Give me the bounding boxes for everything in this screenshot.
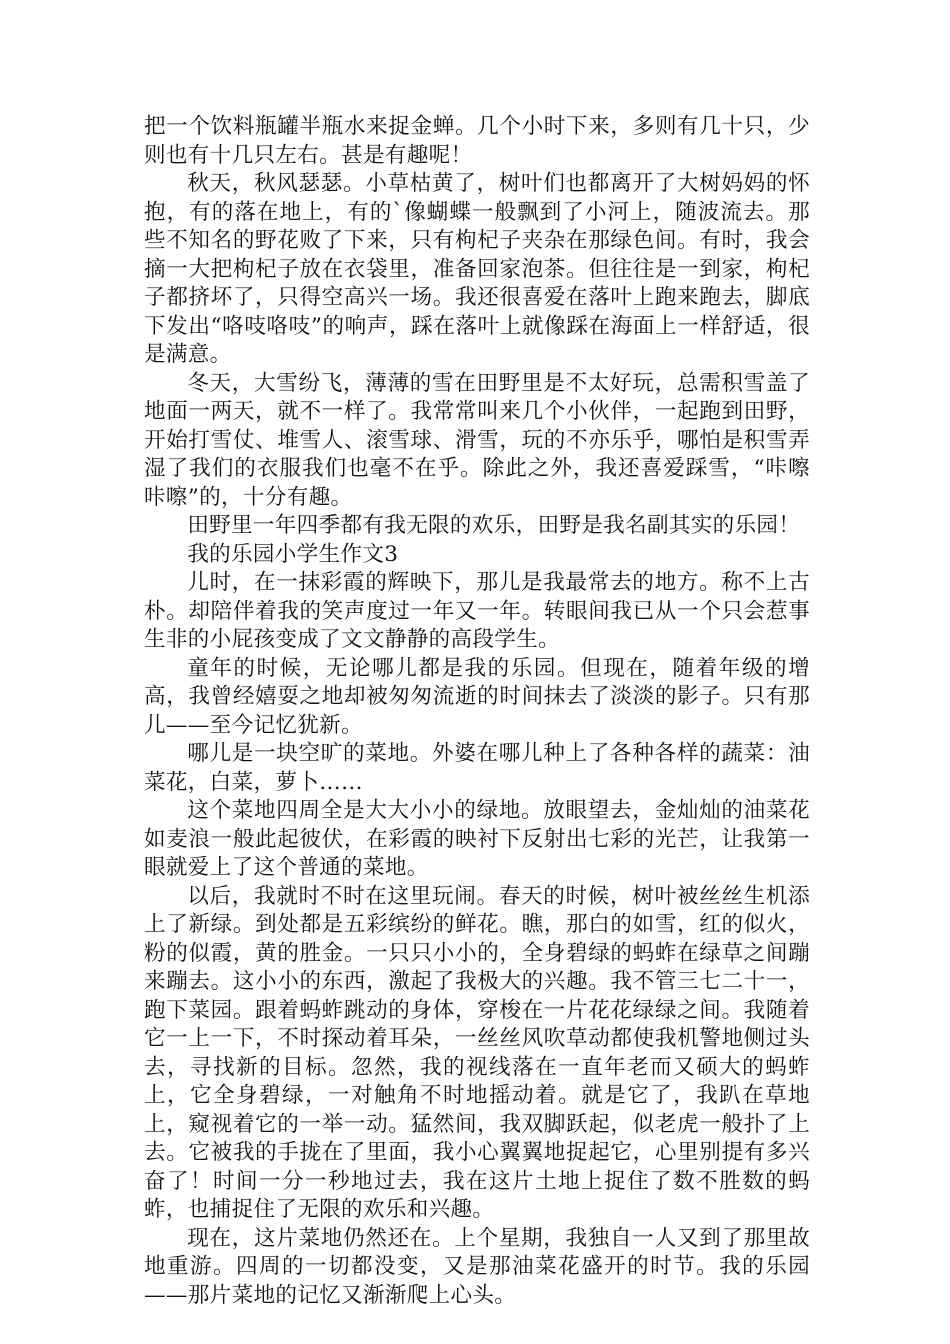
paragraph-winter: 冬天，大雪纷飞，薄薄的雪在田野里是不太好玩，总需积雪盖了地面一两天，就不一样了。我常常叫来几个小伙伴，一起跑到田野，开始打雪仗、堆雪人、滚雪球、滑雪，玩的不亦乐乎，哪怕是积雪弄湿了我们的衣服我们也毫不在乎。除此之外，我还喜爱踩雪，“咔嚓咔嚓”的，十分有趣。 — [144, 370, 810, 510]
essay-title: 我的乐园小学生作文3 — [187, 541, 399, 567]
paragraph-grasshopper: 以后，我就时不时在这里玩闹。春天的时候，树叶被丝丝生机添上了新绿。到处都是五彩缤纷的鲜花。瞧，那白的如雪，红的似火，粉的似霞，黄的胜金。一只只小小的，全身碧绿的蚂蚱在绿草之间蹦来蹦去。这小小的东西，激起了我极大的兴趣。我不管三七二十一，跑下菜园。跟着蚂蚱跳动的身体，穿梭在一片花花绿绿之间。我随着它一上一下，不时探动着耳朵，一丝丝风吹草动都使我机警地侧过头去，寻找新的目标。忽然，我的视线落在一直年老而又硕大的蚂蚱上，它全身碧绿，一对触角不时地摇动着。就是它了，我趴在草地上，窥视着它的一举一动。猛然间，我双脚跃起，似老虎一般扑了上去。它被我的手拢在了里面，我小心翼翼地捉起它，心里别提有多兴奋了！时间一分一秒地过去，我在这片土地上捉住了数不胜数的蚂蚱，也捕捉住了无限的欢乐和兴趣。 — [144, 883, 810, 1222]
paragraph-childhood: 儿时，在一抹彩霞的辉映下，那儿是我最常去的地方。称不上古朴。却陪伴着我的笑声度过一年又一年。转眼间我已从一个只会惹事生非的小屁孩变成了文文静静的高段学生。 — [144, 570, 810, 652]
paragraph-present: 现在，这片菜地仍然还在。上个星期，我独自一人又到了那里故地重游。四周的一切都没变，又是那油菜花盛开的时节。我的乐园——那片菜地的记忆又渐渐爬上心头。 — [144, 1225, 810, 1308]
paragraph-continuation: 把一个饮料瓶罐半瓶水来捉金蝉。几个小时下来，多则有几十只，少则也有十几只左右。甚是有趣呢！ — [144, 114, 810, 168]
paragraph-conclusion: 田野里一年四季都有我无限的欢乐，田野是我名副其实的乐园！ — [187, 513, 801, 538]
paragraph-green-surroundings: 这个菜地四周全是大大小小的绿地。放眼望去，金灿灿的油菜花如麦浪一般此起彼伏，在彩霞的映衬下反射出七彩的光芒，让我第一眼就爱上了这个普通的菜地。 — [144, 798, 810, 880]
paragraph-memory: 童年的时候，无论哪儿都是我的乐园。但现在，随着年级的增高，我曾经嬉耍之地却被匆匆流逝的时间抹去了淡淡的影子。只有那儿——至今记忆犹新。 — [144, 655, 810, 738]
document-page — [144, 113, 810, 1310]
paragraph-autumn: 秋天，秋风瑟瑟。小草枯黄了，树叶们也都离开了大树妈妈的怀抱，有的落在地上，有的`像蝴蝶一般飘到了小河上，随波流去。那些不知名的野花败了下来，只有枸杞子夹杂在那绿色间。有时，我会摘一大把枸杞子放在衣袋里，准备回家泡茶。但往往是一到家，枸杞子都挤坏了，只得空高兴一场。我还很喜爱在落叶上跑来跑去，脚底下发出“咯吱咯吱”的响声，踩在落叶上就像踩在海面上一样舒适，很是满意。 — [144, 171, 810, 367]
paragraph-vegetable-field: 哪儿是一块空旷的菜地。外婆在哪儿种上了各种各样的蔬菜：油菜花，白菜，萝卜…… — [144, 741, 810, 795]
